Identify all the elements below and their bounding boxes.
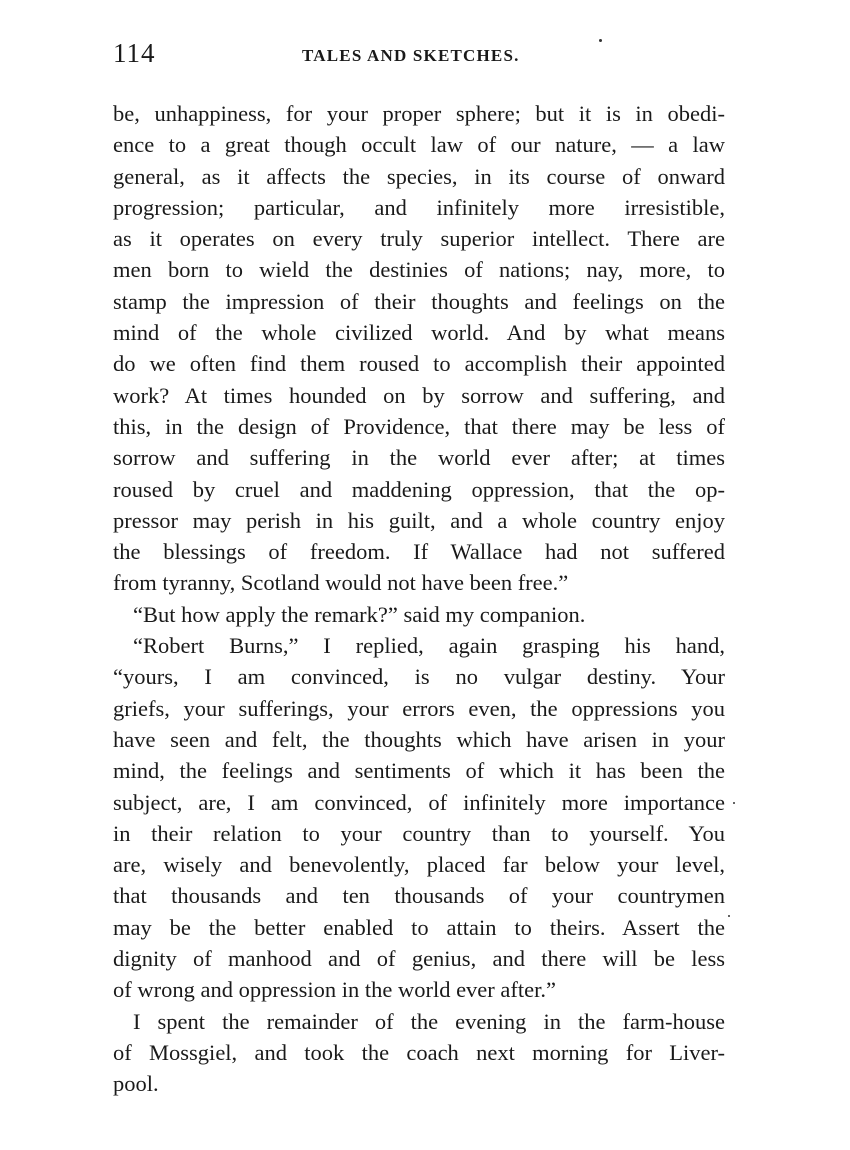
text-line: mind of the whole civilized world. And by what means: [113, 320, 725, 346]
text-line: “Robert Burns,” I replied, again grasping his hand,: [133, 633, 725, 659]
text-line: “But how apply the remark?” said my companion.: [133, 601, 586, 627]
text-line: work? At times hounded on by sorrow and suffering, and: [113, 382, 725, 408]
text-line: the blessings of freedom. If Wallace had not suffered: [113, 539, 725, 565]
text-line: pool.: [113, 1071, 159, 1097]
text-line: I spent the remainder of the evening in the farm-house: [133, 1008, 725, 1034]
text-line: from tyranny, Scotland would not have been free.”: [113, 570, 569, 596]
ink-speck: [599, 39, 602, 42]
text-line: stamp the impression of their thoughts and feelings on the: [113, 288, 725, 314]
text-line: do we often find them roused to accomplish their appointed: [113, 351, 725, 377]
running-title: TALES AND SKETCHES.: [302, 46, 520, 65]
text-line: may be the better enabled to attain to theirs. Assert the: [113, 914, 725, 940]
text-line: ence to a great though occult law of our nature, — a law: [113, 132, 725, 158]
text-line: be, unhappiness, for your proper sphere; but it is in obedi-: [113, 101, 725, 126]
body-text: [113, 98, 725, 1100]
text-line: that thousands and ten thousands of your countrymen: [113, 883, 725, 909]
text-line: general, as it affects the species, in its course of onward: [113, 163, 725, 189]
text-line: pressor may perish in his guilt, and a whole country enjoy: [113, 507, 725, 533]
text-line: dignity of manhood and of genius, and there will be less: [113, 946, 725, 972]
text-line: in their relation to your country than to yourself. You: [113, 820, 725, 846]
text-line: griefs, your sufferings, your errors even, the oppressions you: [113, 695, 725, 721]
text-line: this, in the design of Providence, that there may be less of: [113, 413, 725, 439]
text-line: sorrow and suffering in the world ever after; at times: [113, 445, 725, 471]
text-line: as it operates on every truly superior intellect. There are: [113, 226, 725, 252]
text-line: “yours, I am convinced, is no vulgar destiny. Your: [113, 664, 725, 690]
text-line: mind, the feelings and sentiments of which it has been the: [113, 758, 725, 784]
ink-speck: [733, 802, 735, 804]
text-line: men born to wield the destinies of nations; nay, more, to: [113, 257, 725, 283]
text-line: are, wisely and benevolently, placed far below your level,: [113, 852, 725, 878]
text-line: subject, are, I am convinced, of infinitely more importance: [113, 789, 725, 815]
ink-speck: [728, 915, 730, 917]
page-number: 114: [113, 38, 156, 68]
text-line: roused by cruel and maddening oppression, that the op-: [113, 476, 725, 502]
text-line: have seen and felt, the thoughts which have arisen in your: [113, 726, 725, 752]
text-line: of wrong and oppression in the world ever after.”: [113, 977, 556, 1003]
text-line: progression; particular, and infinitely more irresistible,: [113, 194, 725, 220]
text-line: of Mossgiel, and took the coach next morning for Liver-: [113, 1039, 725, 1065]
